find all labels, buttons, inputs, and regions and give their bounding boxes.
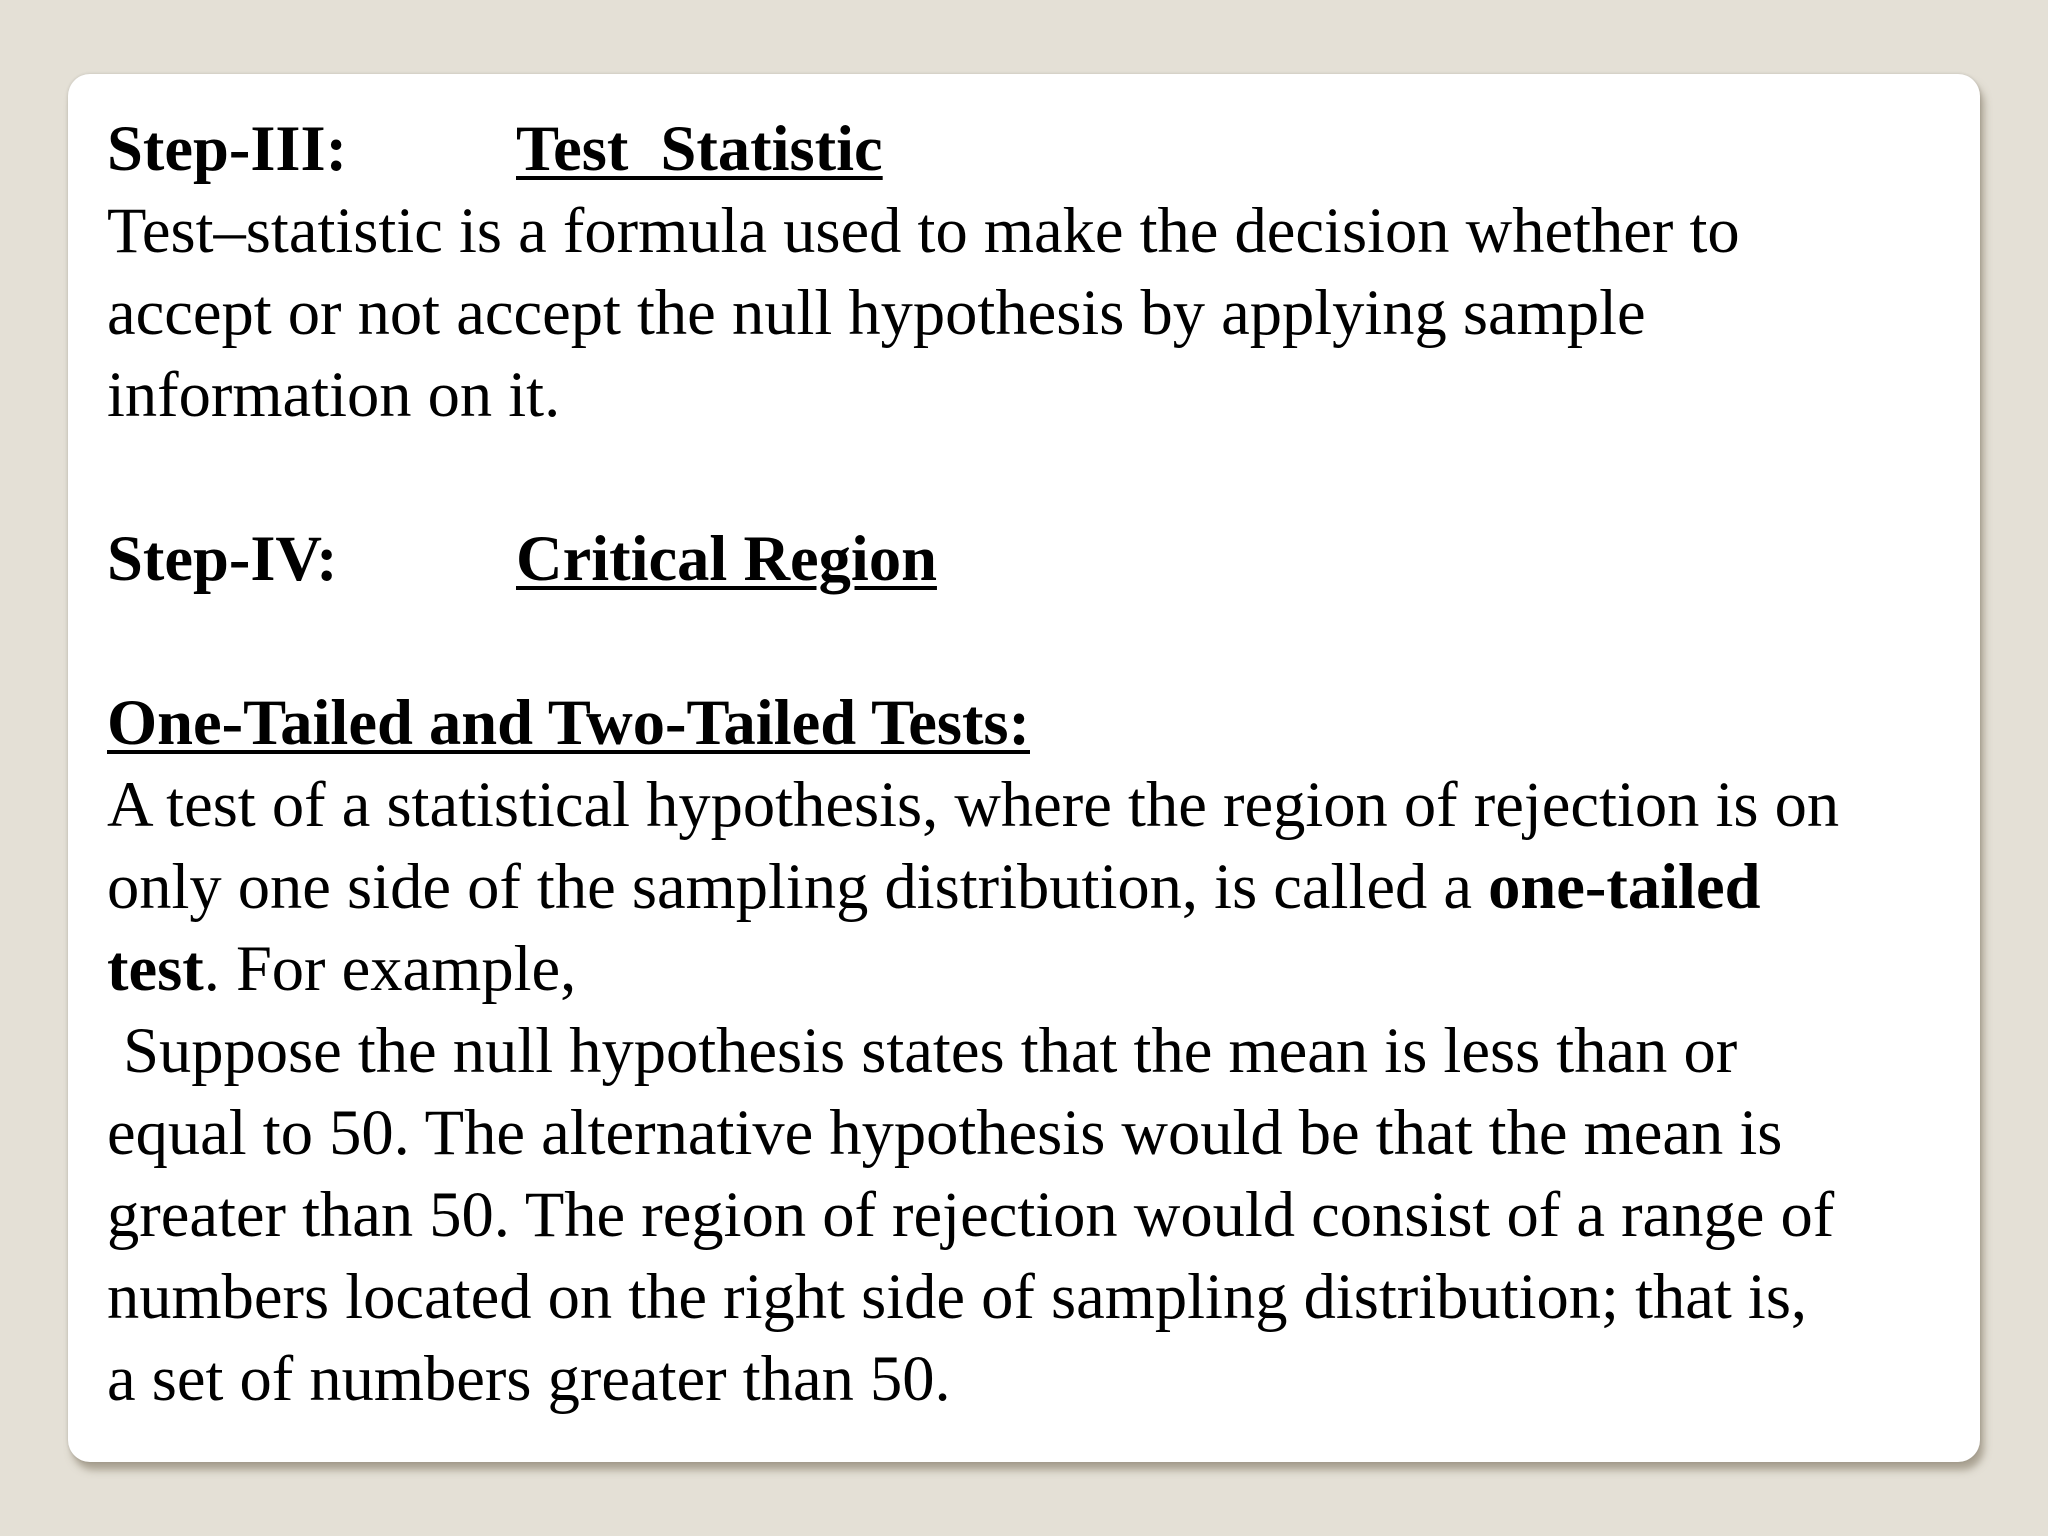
step3-label: Step-III: (107, 113, 348, 184)
slide-content (107, 108, 1967, 1420)
step4-label: Step-IV: (107, 523, 338, 594)
tails-heading-row (107, 682, 1967, 764)
tails-paragraph-line-3 (107, 928, 1967, 1010)
example-line-1: Suppose the null hypothesis states that the mean is less than or (107, 1015, 1738, 1086)
step4-title: Critical Region (516, 523, 937, 594)
example-line-2: equal to 50. The alternative hypothesis would be that the mean is (107, 1097, 1783, 1168)
example-line-3: greater than 50. The region of rejection would consist of a range of (107, 1179, 1835, 1250)
step4-heading-row (107, 518, 1967, 600)
spacer (107, 436, 1967, 518)
step3-title: Test Statistic (516, 113, 883, 184)
example-line-5: a set of numbers greater than 50. (107, 1343, 951, 1414)
step3-paragraph-line-2: accept or not accept the null hypothesis by applying sample (107, 277, 1646, 348)
step3-heading-row (107, 108, 1967, 190)
tails-heading: One-Tailed and Two-Tailed Tests: (107, 687, 1030, 758)
example-line-4: numbers located on the right side of sampling distribution; that is, (107, 1261, 1808, 1332)
tails-line3-text: . For example, (203, 933, 577, 1004)
spacer (107, 600, 1967, 682)
step3-paragraph-line-1: Test–statistic is a formula used to make the decision whether to (107, 195, 1740, 266)
tails-line2-text: only one side of the sampling distribution, is called a (107, 851, 1489, 922)
tails-paragraph-line-1: A test of a statistical hypothesis, where the region of rejection is on (107, 769, 1840, 840)
tails-paragraph-line-2 (107, 846, 1967, 928)
one-tailed-bold: one-tailed (1488, 851, 1761, 922)
test-bold: test (107, 933, 204, 1004)
step3-paragraph-line-3: information on it. (107, 359, 561, 430)
